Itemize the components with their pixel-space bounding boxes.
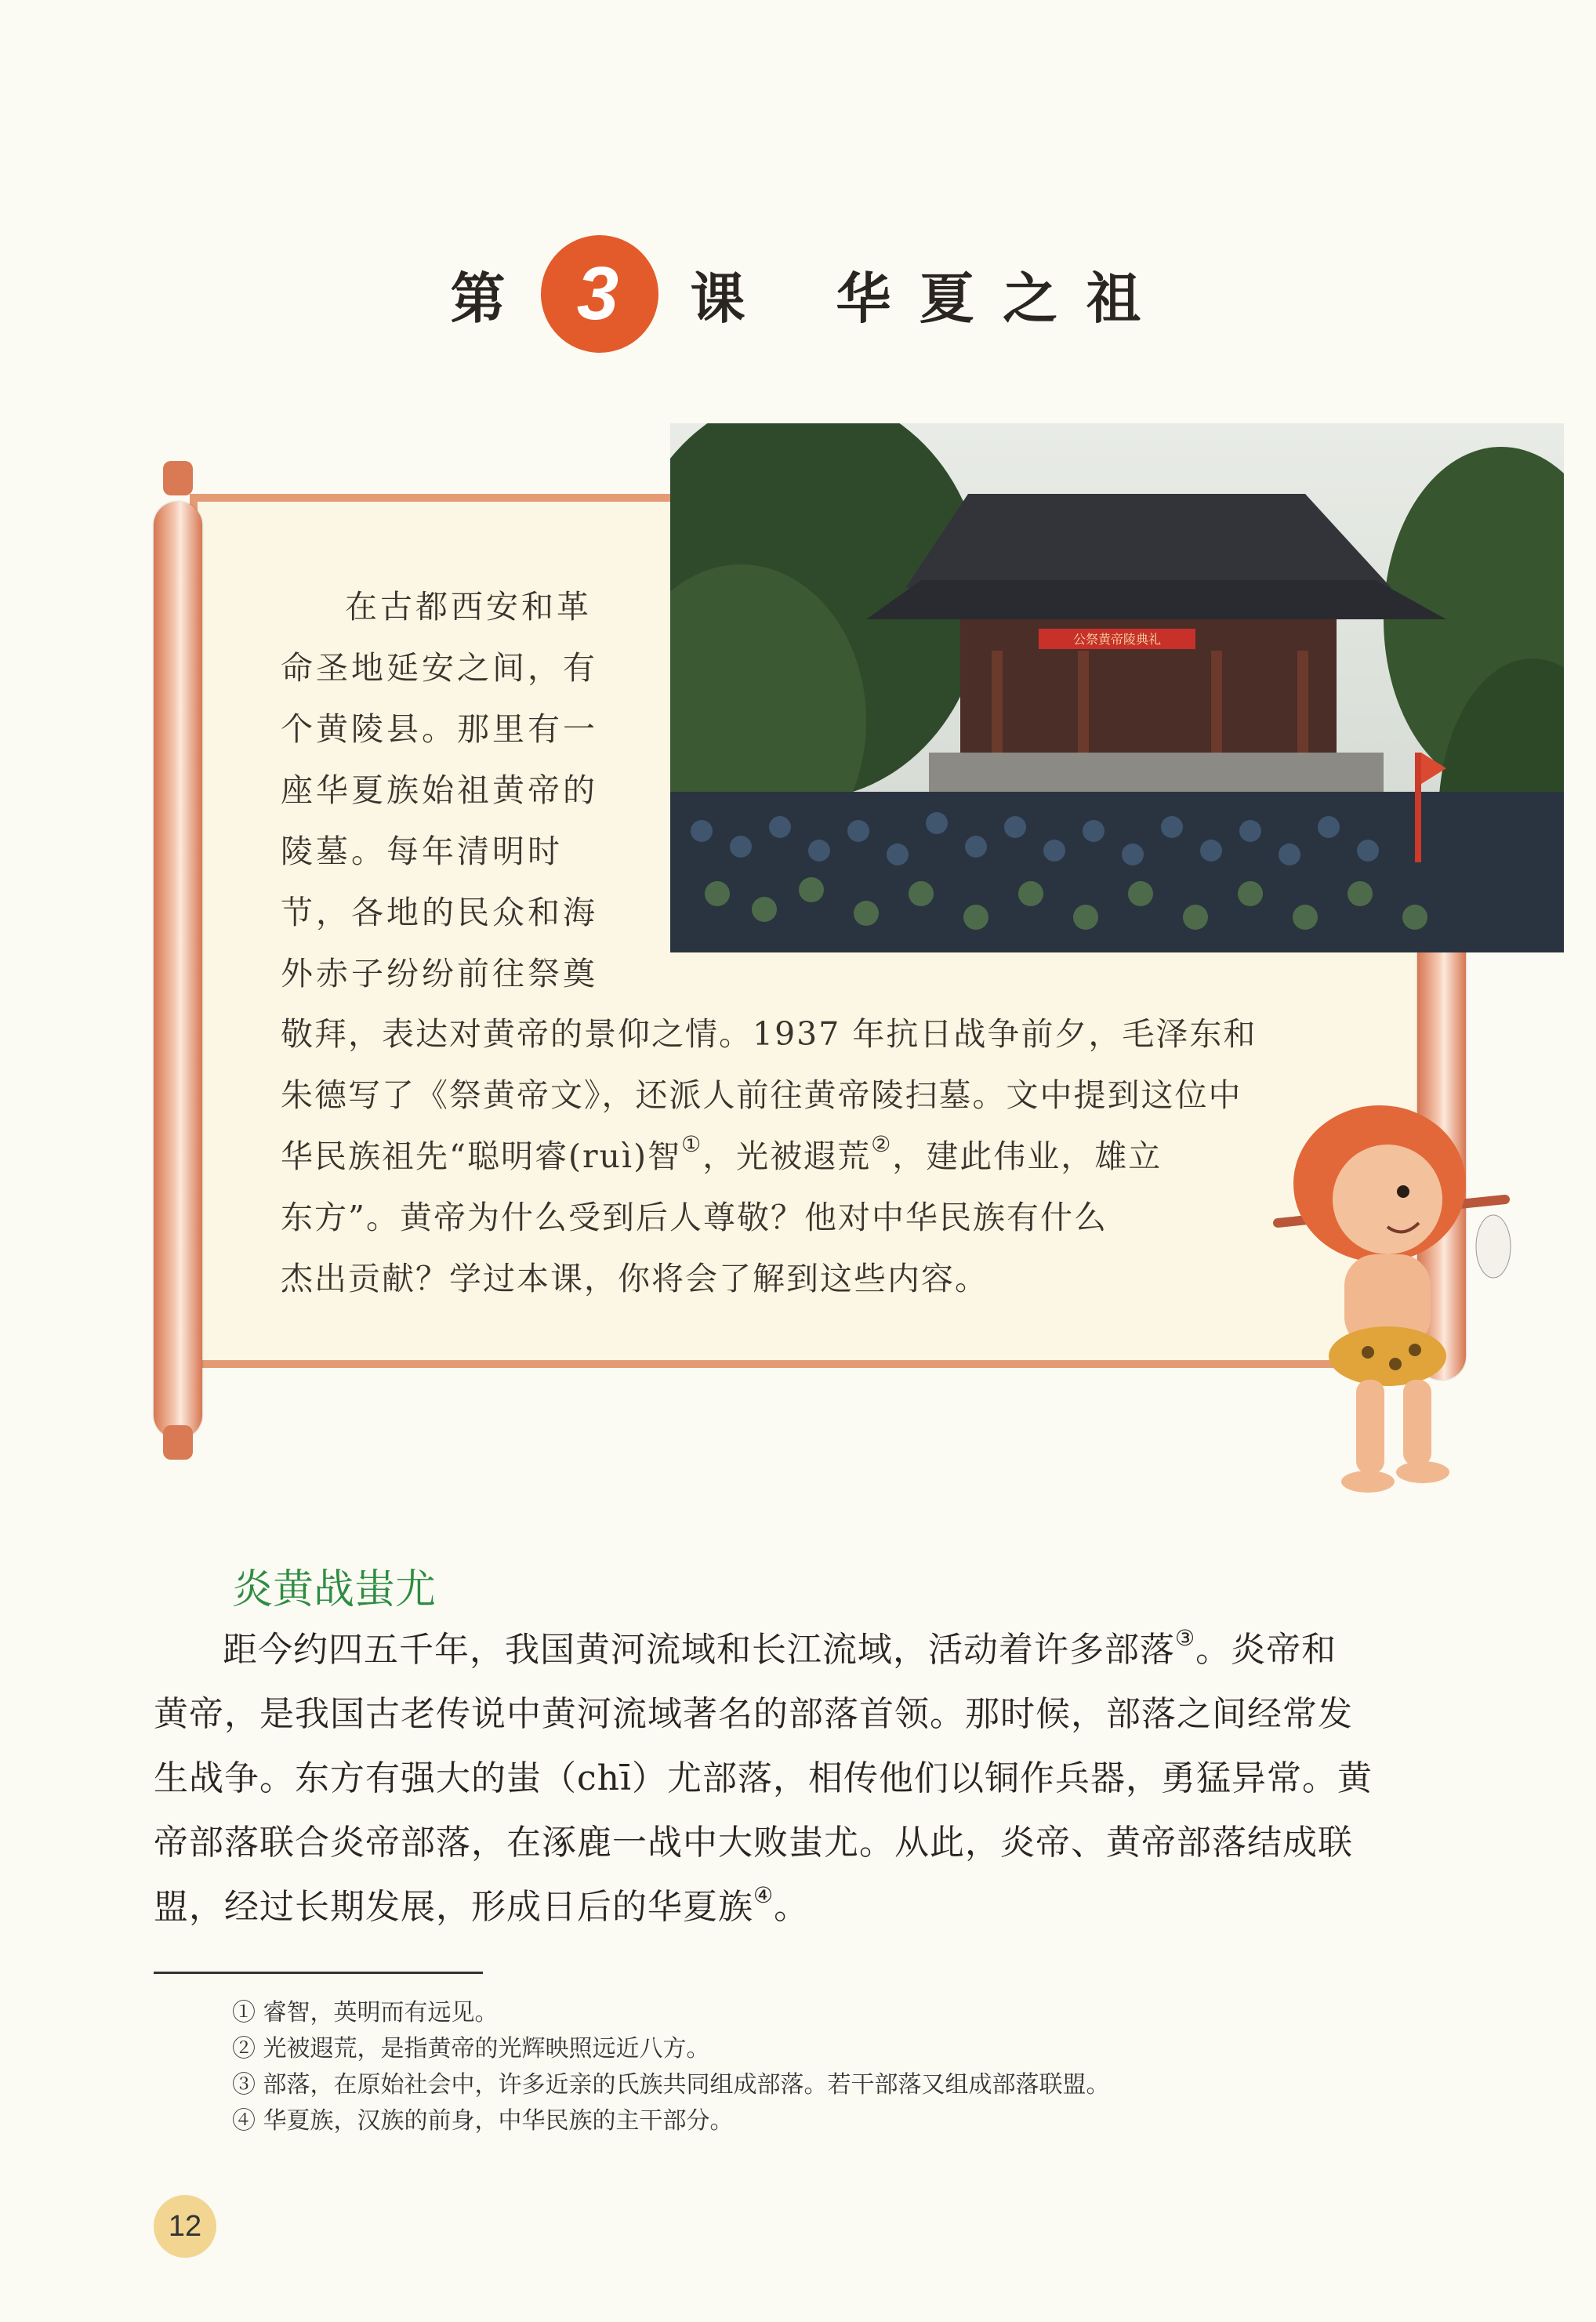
caveman-kid-illustration <box>1270 1098 1521 1505</box>
note-ref: ③ <box>1175 1625 1196 1651</box>
scroll-knob-top <box>163 461 193 495</box>
intro-text-narrow <box>281 576 637 1004</box>
lesson-title <box>0 235 1596 353</box>
body-line: 帝部落联合炎帝部落，在涿鹿一战中大败蚩尤。从此，炎帝、黄帝部落结成联 <box>154 1823 1353 1863</box>
intro-line: 在古都西安和革 <box>345 588 592 626</box>
intro-line: 外赤子纷纷前往祭奠 <box>281 955 598 992</box>
section-heading: 炎黄战蚩尤 <box>232 1566 437 1613</box>
intro-line: 东方”。黄帝为什么受到后人尊敬？他对中华民族有什么 <box>281 1199 1108 1236</box>
lesson-name: 华 夏 之 祖 <box>836 266 1146 331</box>
intro-line: 朱德写了《祭黄帝文》，还派人前往黄帝陵扫墓。文中提到这位中 <box>281 1076 1242 1114</box>
footnote: ④ 华夏族，汉族的前身，中华民族的主干部分。 <box>232 2107 734 2135</box>
note-ref: ① <box>681 1131 703 1157</box>
body-line: 生战争。东方有强大的蚩（chī）尤部落，相传他们以铜作兵器，勇猛异常。黄 <box>154 1758 1373 1798</box>
page-number: 12 <box>154 2195 216 2258</box>
note-ref: ④ <box>753 1882 774 1908</box>
photo-banner: 公祭黄帝陵典礼 <box>1072 632 1162 647</box>
footnote: ② 光被遐荒，是指黄帝的光辉映照远近八方。 <box>232 2035 710 2063</box>
intro-line: 节，各地的民众和海 <box>281 894 598 931</box>
scroll-knob-bottom <box>163 1425 193 1460</box>
intro-line: 华民族祖先“聪明睿(ruì)智①，光被遐荒②，建此伟业，雄立 <box>281 1131 1163 1175</box>
lesson-prefix: 第 <box>450 266 510 331</box>
intro-line: 陵墓。每年清明时 <box>281 833 563 870</box>
lesson-suffix: 课 <box>690 266 750 331</box>
intro-line: 个黄陵县。那里有一 <box>281 710 598 748</box>
footnote-divider <box>154 1972 483 1974</box>
intro-text-wide <box>281 1003 1394 1309</box>
intro-line: 座华夏族始祖黄帝的 <box>281 771 598 809</box>
intro-line: 杰出贡献？学过本课，你将会了解到这些内容。 <box>281 1260 988 1297</box>
scroll-roller-left <box>154 502 202 1439</box>
intro-line: 敬拜，表达对黄帝的景仰之情。1937 年抗日战争前夕，毛泽东和 <box>281 1015 1257 1053</box>
lesson-number-badge: 3 <box>541 235 658 353</box>
section-body <box>154 1618 1502 1939</box>
footnote: ③ 部落，在原始社会中，许多近亲的氏族共同组成部落。若干部落又组成部落联盟。 <box>232 2071 1110 2099</box>
body-line: 黄帝，是我国古老传说中黄河流域著名的部落首领。那时候，部落之间经常发 <box>154 1694 1353 1734</box>
body-line: 距今约四五千年，我国黄河流域和长江流域，活动着许多部落③。炎帝和 <box>223 1625 1337 1670</box>
mausoleum-ceremony-photo <box>670 423 1564 952</box>
note-ref: ② <box>871 1131 893 1157</box>
intro-line: 命圣地延安之间，有 <box>281 649 598 687</box>
body-line: 盟，经过长期发展，形成日后的华夏族④。 <box>154 1882 810 1927</box>
footnote: ① 睿智，英明而有远见。 <box>232 1999 499 2026</box>
footnotes <box>232 1995 1110 2139</box>
